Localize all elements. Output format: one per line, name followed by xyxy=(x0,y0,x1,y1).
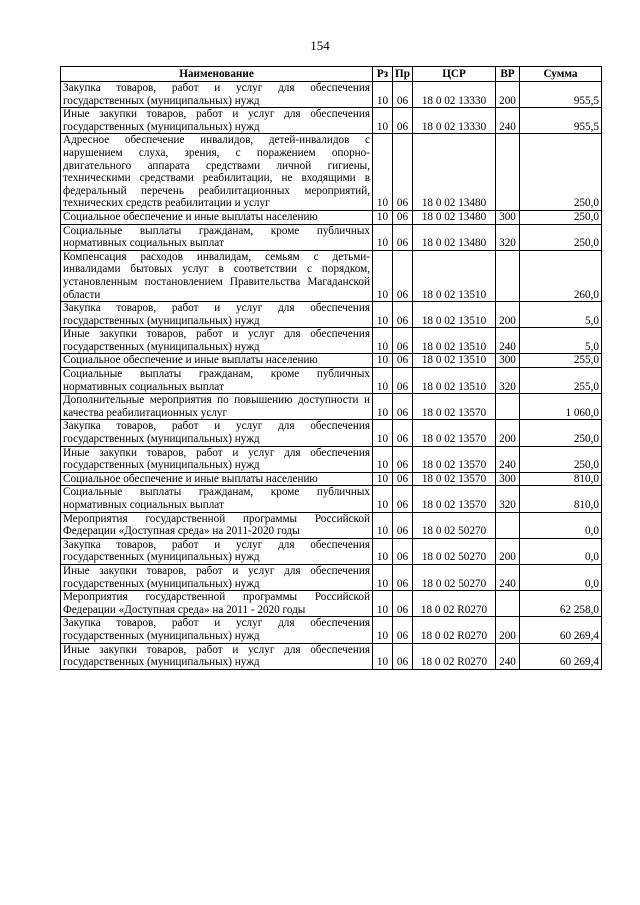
cell-pr: 06 xyxy=(393,538,413,564)
cell-sum: 250,0 xyxy=(520,224,602,250)
table-row xyxy=(61,302,602,328)
cell-rz: 10 xyxy=(373,446,393,472)
cell-rz: 10 xyxy=(373,82,393,108)
cell-csr: 18 0 02 13480 xyxy=(413,224,496,250)
cell-csr: 18 0 02 13510 xyxy=(413,354,496,368)
cell-name: Адресное обеспечение инвалидов, детей-инвалидов с нарушением слуха, зрения, с поражением опорно-двигательного аппарата средствами личной гигиены, техническими средствами реабилитации, не входящими в федеральный перечень реабилитационных мероприятий, технических средств реабилитации и услуг xyxy=(61,134,373,211)
cell-vr xyxy=(496,250,520,301)
cell-sum: 62 258,0 xyxy=(520,591,602,617)
cell-pr: 06 xyxy=(393,302,413,328)
table-row xyxy=(61,538,602,564)
cell-rz: 10 xyxy=(373,512,393,538)
cell-name: Закупка товаров, работ и услуг для обеспечения государственных (муниципальных) нужд xyxy=(61,302,373,328)
cell-csr: 18 0 02 50270 xyxy=(413,564,496,590)
cell-rz: 10 xyxy=(373,486,393,512)
cell-sum: 810,0 xyxy=(520,472,602,486)
cell-sum: 5,0 xyxy=(520,328,602,354)
table-row xyxy=(61,108,602,134)
table-row xyxy=(61,368,602,394)
table-row xyxy=(61,512,602,538)
cell-name: Социальное обеспечение и иные выплаты населению xyxy=(61,354,373,368)
cell-vr: 300 xyxy=(496,354,520,368)
cell-sum: 250,0 xyxy=(520,134,602,211)
cell-pr: 06 xyxy=(393,328,413,354)
cell-csr: 18 0 02 13480 xyxy=(413,134,496,211)
header-sum: Сумма xyxy=(520,67,602,82)
cell-name: Социальное обеспечение и иные выплаты населению xyxy=(61,472,373,486)
header-rz: Рз xyxy=(373,67,393,82)
cell-sum: 955,5 xyxy=(520,108,602,134)
cell-vr: 240 xyxy=(496,643,520,669)
cell-vr: 320 xyxy=(496,368,520,394)
cell-sum: 260,0 xyxy=(520,250,602,301)
cell-vr: 240 xyxy=(496,446,520,472)
cell-sum: 255,0 xyxy=(520,354,602,368)
cell-csr: 18 0 02 13510 xyxy=(413,368,496,394)
page-number: 154 xyxy=(310,38,330,53)
cell-rz: 10 xyxy=(373,368,393,394)
cell-pr: 06 xyxy=(393,224,413,250)
table-row xyxy=(61,446,602,472)
table-row xyxy=(61,394,602,420)
cell-sum: 250,0 xyxy=(520,446,602,472)
cell-sum: 60 269,4 xyxy=(520,617,602,643)
table-row xyxy=(61,617,602,643)
cell-sum: 1 060,0 xyxy=(520,394,602,420)
cell-rz: 10 xyxy=(373,420,393,446)
table-row xyxy=(61,564,602,590)
cell-sum: 0,0 xyxy=(520,538,602,564)
cell-rz: 10 xyxy=(373,108,393,134)
cell-rz: 10 xyxy=(373,394,393,420)
cell-rz: 10 xyxy=(373,472,393,486)
cell-vr: 200 xyxy=(496,302,520,328)
cell-sum: 250,0 xyxy=(520,420,602,446)
header-vr: ВР xyxy=(496,67,520,82)
cell-vr: 320 xyxy=(496,486,520,512)
table-row xyxy=(61,354,602,368)
cell-name: Мероприятия государственной программы Российской Федерации «Доступная среда» на 2011 - 2020 годы xyxy=(61,591,373,617)
cell-name: Мероприятия государственной программы Российской Федерации «Доступная среда» на 2011-2020 годы xyxy=(61,512,373,538)
table-row xyxy=(61,134,602,211)
cell-pr: 06 xyxy=(393,564,413,590)
cell-rz: 10 xyxy=(373,210,393,224)
cell-name: Закупка товаров, работ и услуг для обеспечения государственных (муниципальных) нужд xyxy=(61,538,373,564)
cell-vr xyxy=(496,134,520,211)
cell-rz: 10 xyxy=(373,328,393,354)
cell-sum: 255,0 xyxy=(520,368,602,394)
table-row xyxy=(61,210,602,224)
cell-pr: 06 xyxy=(393,354,413,368)
cell-vr xyxy=(496,591,520,617)
cell-pr: 06 xyxy=(393,486,413,512)
cell-csr: 18 0 02 13570 xyxy=(413,486,496,512)
table-row xyxy=(61,328,602,354)
table-row xyxy=(61,250,602,301)
cell-csr: 18 0 02 13570 xyxy=(413,420,496,446)
budget-table xyxy=(60,66,602,670)
table-row xyxy=(61,82,602,108)
cell-rz: 10 xyxy=(373,134,393,211)
cell-vr xyxy=(496,394,520,420)
table-row xyxy=(61,486,602,512)
cell-rz: 10 xyxy=(373,538,393,564)
cell-pr: 06 xyxy=(393,472,413,486)
cell-pr: 06 xyxy=(393,368,413,394)
cell-name: Иные закупки товаров, работ и услуг для обеспечения государственных (муниципальных) нужд xyxy=(61,446,373,472)
cell-name: Иные закупки товаров, работ и услуг для обеспечения государственных (муниципальных) нужд xyxy=(61,643,373,669)
cell-name: Закупка товаров, работ и услуг для обеспечения государственных (муниципальных) нужд xyxy=(61,420,373,446)
cell-pr: 06 xyxy=(393,643,413,669)
header-pr: Пр xyxy=(393,67,413,82)
cell-vr: 240 xyxy=(496,328,520,354)
header-name: Наименование xyxy=(61,67,373,82)
cell-pr: 06 xyxy=(393,250,413,301)
cell-csr: 18 0 02 13570 xyxy=(413,472,496,486)
cell-name: Социальное обеспечение и иные выплаты населению xyxy=(61,210,373,224)
cell-rz: 10 xyxy=(373,643,393,669)
cell-vr: 200 xyxy=(496,538,520,564)
cell-sum: 250,0 xyxy=(520,210,602,224)
cell-csr: 18 0 02 13480 xyxy=(413,210,496,224)
cell-pr: 06 xyxy=(393,210,413,224)
cell-vr: 200 xyxy=(496,82,520,108)
cell-rz: 10 xyxy=(373,617,393,643)
cell-name: Компенсация расходов инвалидам, семьям с детьми-инвалидами бытовых услуг в соответствии с порядком, установленным постановлением Правительства Магаданской области xyxy=(61,250,373,301)
cell-name: Дополнительные мероприятия по повышению доступности и качества реабилитационных услуг xyxy=(61,394,373,420)
cell-csr: 18 0 02 13570 xyxy=(413,394,496,420)
cell-pr: 06 xyxy=(393,591,413,617)
cell-sum: 5,0 xyxy=(520,302,602,328)
cell-rz: 10 xyxy=(373,591,393,617)
cell-csr: 18 0 02 R0270 xyxy=(413,591,496,617)
cell-name: Социальные выплаты гражданам, кроме публичных нормативных социальных выплат xyxy=(61,486,373,512)
cell-name: Иные закупки товаров, работ и услуг для обеспечения государственных (муниципальных) нужд xyxy=(61,108,373,134)
cell-sum: 955,5 xyxy=(520,82,602,108)
cell-name: Социальные выплаты гражданам, кроме публичных нормативных социальных выплат xyxy=(61,368,373,394)
cell-sum: 0,0 xyxy=(520,512,602,538)
cell-pr: 06 xyxy=(393,134,413,211)
cell-csr: 18 0 02 R0270 xyxy=(413,643,496,669)
cell-csr: 18 0 02 13510 xyxy=(413,302,496,328)
cell-csr: 18 0 02 R0270 xyxy=(413,617,496,643)
table-row xyxy=(61,420,602,446)
cell-name: Закупка товаров, работ и услуг для обеспечения государственных (муниципальных) нужд xyxy=(61,82,373,108)
cell-vr: 300 xyxy=(496,472,520,486)
cell-csr: 18 0 02 13510 xyxy=(413,328,496,354)
cell-name: Иные закупки товаров, работ и услуг для обеспечения государственных (муниципальных) нужд xyxy=(61,328,373,354)
cell-vr xyxy=(496,512,520,538)
cell-pr: 06 xyxy=(393,512,413,538)
table-row xyxy=(61,224,602,250)
cell-rz: 10 xyxy=(373,224,393,250)
header-csr: ЦСР xyxy=(413,67,496,82)
header-row xyxy=(61,67,602,82)
cell-pr: 06 xyxy=(393,82,413,108)
cell-sum: 810,0 xyxy=(520,486,602,512)
cell-vr: 300 xyxy=(496,210,520,224)
table-body xyxy=(61,82,602,670)
cell-csr: 18 0 02 50270 xyxy=(413,538,496,564)
cell-vr: 240 xyxy=(496,108,520,134)
cell-csr: 18 0 02 50270 xyxy=(413,512,496,538)
cell-vr: 320 xyxy=(496,224,520,250)
cell-pr: 06 xyxy=(393,420,413,446)
cell-vr: 240 xyxy=(496,564,520,590)
cell-rz: 10 xyxy=(373,354,393,368)
cell-rz: 10 xyxy=(373,564,393,590)
cell-rz: 10 xyxy=(373,302,393,328)
cell-sum: 0,0 xyxy=(520,564,602,590)
cell-vr: 200 xyxy=(496,420,520,446)
table-row xyxy=(61,472,602,486)
cell-name: Закупка товаров, работ и услуг для обеспечения государственных (муниципальных) нужд xyxy=(61,617,373,643)
cell-vr: 200 xyxy=(496,617,520,643)
cell-csr: 18 0 02 13510 xyxy=(413,250,496,301)
cell-csr: 18 0 02 13330 xyxy=(413,82,496,108)
cell-rz: 10 xyxy=(373,250,393,301)
cell-csr: 18 0 02 13570 xyxy=(413,446,496,472)
cell-csr: 18 0 02 13330 xyxy=(413,108,496,134)
table-row xyxy=(61,643,602,669)
cell-pr: 06 xyxy=(393,108,413,134)
cell-name: Иные закупки товаров, работ и услуг для обеспечения государственных (муниципальных) нужд xyxy=(61,564,373,590)
cell-pr: 06 xyxy=(393,394,413,420)
cell-pr: 06 xyxy=(393,617,413,643)
cell-pr: 06 xyxy=(393,446,413,472)
table-row xyxy=(61,591,602,617)
cell-name: Социальные выплаты гражданам, кроме публичных нормативных социальных выплат xyxy=(61,224,373,250)
cell-sum: 60 269,4 xyxy=(520,643,602,669)
